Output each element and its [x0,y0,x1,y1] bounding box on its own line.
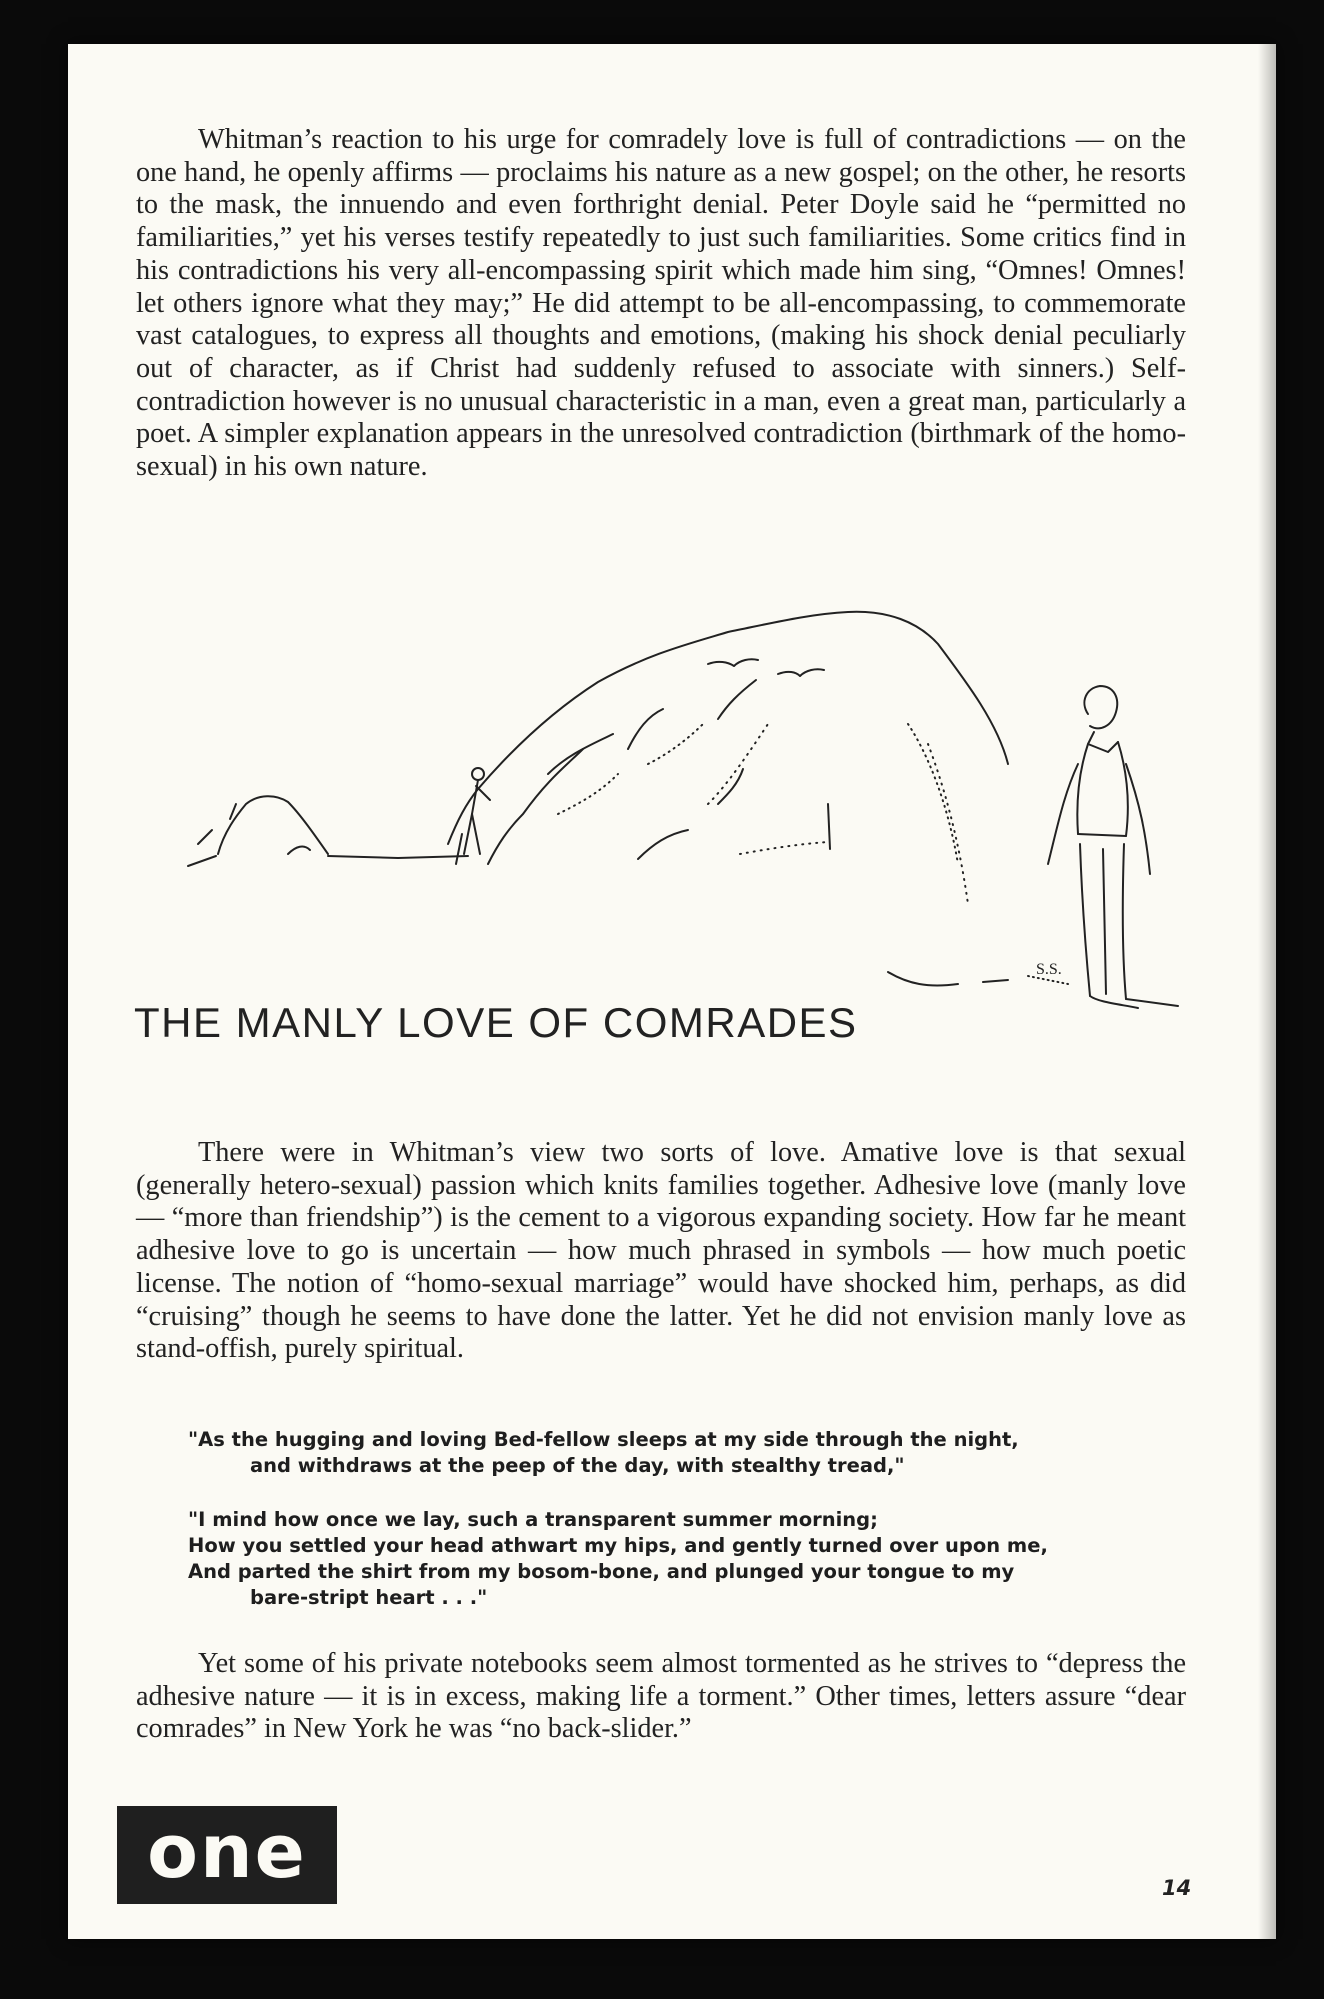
quote-line: How you settled your head athwart my hips, and gently turned over upon me, [188,1534,1048,1557]
magazine-page [68,44,1276,1939]
poem-quote-summer-morning [188,1507,1188,1611]
birds-drawing [708,659,824,676]
ground-strokes-drawing [888,961,1068,986]
artist-signature: S.S. [1036,961,1062,978]
page-number: 14 [1162,1876,1192,1900]
body-paragraph-notebooks: Yet some of his private notebooks seem almost tormented as he strives to “depress the adhesive nature — it is in excess, making life a torment.” Other times, letters assure “dear comrades” in New York he was “no back-slider.” [136,1648,1186,1745]
poem-quote-bedfellow [188,1427,1188,1479]
standing-man-drawing [1048,686,1178,1008]
quote-line: bare-stript heart . . ." [250,1586,488,1609]
section-heading: THE MANLY LOVE OF COMRADES [134,999,858,1046]
quote-line: "As the hugging and loving Bed-fellow sleeps at my side through the night, [188,1428,1019,1451]
small-rock-drawing [188,796,398,866]
cliff-figures-illustration [128,604,1248,1144]
large-hill-drawing [448,612,1008,904]
body-paragraph-two-sorts-of-love: There were in Whitman’s view two sorts of love. Amative love is that sexual (generally hetero-sexual) passion which knits families together. Adhesive love (manly love — “more than friendship”) is the cement to a vigorous expanding society. How far he meant adhesive love to go is uncertain — how much phrased in symbols — how much poetic license. The notion of “homo-sexual marriage” would have shocked him, perhaps, as did “cruising” though he seems to have done the latter. Yet he did not envision manly love as stand-offish, purely spiritual. [136,1137,1186,1365]
body-paragraph-contradictions: Whitman’s reaction to his urge for comradely love is full of contradictions — on the one hand, he openly affirms — proclaims his nature as a new gospel; on the other, he resorts to the mask, the innuendo and even forthright denial. Peter Doyle said he “permitted no familiarities,” yet his verses testify repeatedly to just such familiarities. Some critics find in his contradictions his very all-encompassing spirit which made him sing, “Omnes! Omnes! let others ignore what they may;” He did attempt to be all-encompassing, to commemorate vast catalogues, to express all thoughts and emotions, (making his shock denial peculiarly out of character, as if Christ had suddenly refused to associate with sinners.) Self-contradiction however is no unusual characteristic in a man, even a great man, particularly a poet. A simpler explanation appears in the unresolved contradiction (birthmark of the homo-sexual) in his own nature. [136,124,1186,483]
one-magazine-logo [117,1806,337,1904]
page-edge-shadow [1258,44,1276,1939]
quote-line: and withdraws at the peep of the day, with stealthy tread," [250,1454,905,1477]
logo-text: one [147,1809,307,1895]
quote-line: "I mind how once we lay, such a transparent summer morning; [188,1508,878,1531]
quote-line: And parted the shirt from my bosom-bone, and plunged your tongue to my [188,1560,1015,1583]
